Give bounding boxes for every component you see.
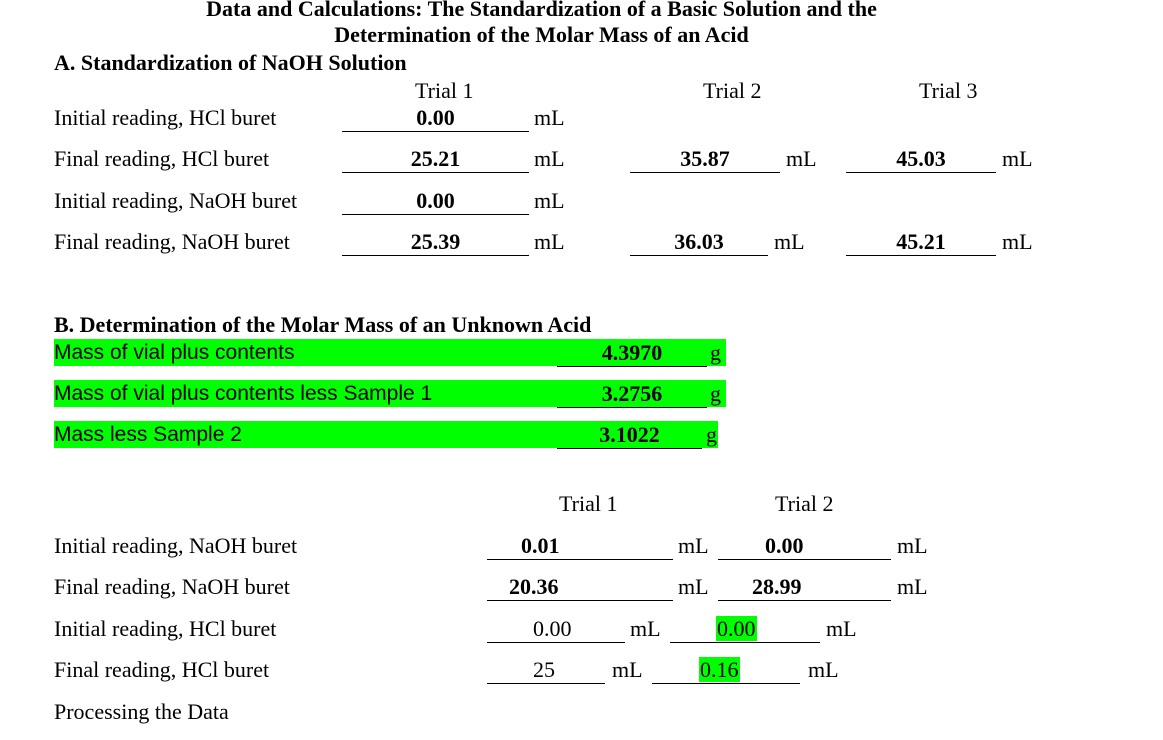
- a-trial3-header: Trial 3: [919, 78, 978, 103]
- b-row4-trial2-value: 0.16: [652, 657, 800, 684]
- b-row3-trial1-value: 0.00: [487, 616, 625, 643]
- unit-label: mL: [534, 105, 565, 130]
- a-row1-trial1-value: 0.00: [342, 105, 529, 132]
- mass-row2-value: 3.2756: [557, 381, 707, 408]
- unit-label: mL: [534, 188, 565, 213]
- section-a-heading: A. Standardization of NaOH Solution: [54, 50, 407, 75]
- b-row2-trial2-value: 28.99: [718, 574, 891, 601]
- unit-label: mL: [534, 146, 565, 171]
- a-row4-trial2[interactable]: [630, 229, 768, 256]
- mass-row3-field[interactable]: [557, 422, 702, 449]
- b-row-label: Final reading, HCl buret: [54, 657, 270, 682]
- b-row-label: Initial reading, NaOH buret: [54, 533, 298, 558]
- unit-label: mL: [786, 146, 817, 171]
- a-row-label: Initial reading, NaOH buret: [54, 188, 298, 213]
- a-row4-trial3-value: 45.21: [846, 229, 996, 256]
- b-row2-trial1-value: 20.36: [487, 574, 673, 601]
- b-row1-trial1-value: 0.01: [487, 533, 673, 560]
- mass-row3-value: 3.1022: [557, 422, 702, 449]
- unit-label: mL: [612, 657, 643, 682]
- mass-row1-label: Mass of vial plus contents: [54, 341, 295, 364]
- unit-label: mL: [808, 657, 839, 682]
- a-row4-trial1-value: 25.39: [342, 229, 529, 256]
- a-row3-trial1[interactable]: [342, 188, 529, 215]
- a-row4-trial3[interactable]: [846, 229, 996, 256]
- a-row2-trial3-value: 45.03: [846, 146, 996, 173]
- a-row-label: Final reading, NaOH buret: [54, 229, 290, 254]
- b-row3-trial2-value: 0.00: [670, 616, 820, 643]
- b-trial1-header: Trial 1: [559, 491, 618, 516]
- b-row1-trial2-value: 0.00: [718, 533, 891, 560]
- b-row2-trial2[interactable]: [718, 574, 891, 601]
- unit-label: mL: [678, 574, 709, 599]
- b-trial2-header: Trial 2: [775, 491, 834, 516]
- mass-row2-field[interactable]: [557, 381, 707, 408]
- mass-unit: g: [710, 381, 721, 406]
- a-row-label: Final reading, HCl buret: [54, 146, 270, 171]
- b-row4-trial1-value: 25: [487, 657, 605, 684]
- title-line-2: Determination of the Molar Mass of an Acid: [334, 22, 749, 47]
- a-row2-trial3[interactable]: [846, 146, 996, 173]
- a-row4-trial2-value: 36.03: [630, 229, 768, 256]
- b-row2-trial1[interactable]: [487, 574, 673, 601]
- a-row-label: Initial reading, HCl buret: [54, 105, 277, 130]
- a-row1-trial1[interactable]: [342, 105, 529, 132]
- mass-row3-label: Mass less Sample 2: [54, 423, 242, 446]
- unit-label: mL: [897, 574, 928, 599]
- unit-label: mL: [774, 229, 805, 254]
- unit-label: mL: [630, 616, 661, 641]
- a-row2-trial2[interactable]: [630, 146, 780, 173]
- a-trial1-header: Trial 1: [415, 78, 474, 103]
- mass-row1-field[interactable]: [557, 340, 707, 367]
- a-row2-trial1[interactable]: [342, 146, 529, 173]
- unit-label: mL: [1002, 146, 1033, 171]
- b-row-label: Final reading, NaOH buret: [54, 574, 290, 599]
- b-row1-trial2[interactable]: [718, 533, 891, 560]
- a-row2-trial1-value: 25.21: [342, 146, 529, 173]
- mass-row2-label: Mass of vial plus contents less Sample 1: [54, 382, 433, 405]
- unit-label: mL: [534, 229, 565, 254]
- a-row2-trial2-value: 35.87: [630, 146, 780, 173]
- b-row3-trial2[interactable]: [670, 616, 820, 643]
- unit-label: mL: [897, 533, 928, 558]
- mass-unit: g: [710, 340, 721, 365]
- mass-row1-value: 4.3970: [557, 340, 707, 367]
- processing-heading: Processing the Data: [54, 699, 229, 724]
- section-b-heading: B. Determination of the Molar Mass of an Unknown Acid: [54, 312, 592, 337]
- b-row4-trial1[interactable]: [487, 657, 605, 684]
- b-row1-trial1[interactable]: [487, 533, 673, 560]
- b-row-label: Initial reading, HCl buret: [54, 616, 277, 641]
- a-trial2-header: Trial 2: [703, 78, 762, 103]
- title-line-1: Data and Calculations: The Standardization of a Basic Solution and the: [206, 0, 877, 21]
- mass-unit: g: [706, 422, 717, 447]
- unit-label: mL: [1002, 229, 1033, 254]
- b-row3-trial1[interactable]: [487, 616, 625, 643]
- unit-label: mL: [826, 616, 857, 641]
- b-row4-trial2[interactable]: [652, 657, 800, 684]
- a-row4-trial1[interactable]: [342, 229, 529, 256]
- a-row3-trial1-value: 0.00: [342, 188, 529, 215]
- unit-label: mL: [678, 533, 709, 558]
